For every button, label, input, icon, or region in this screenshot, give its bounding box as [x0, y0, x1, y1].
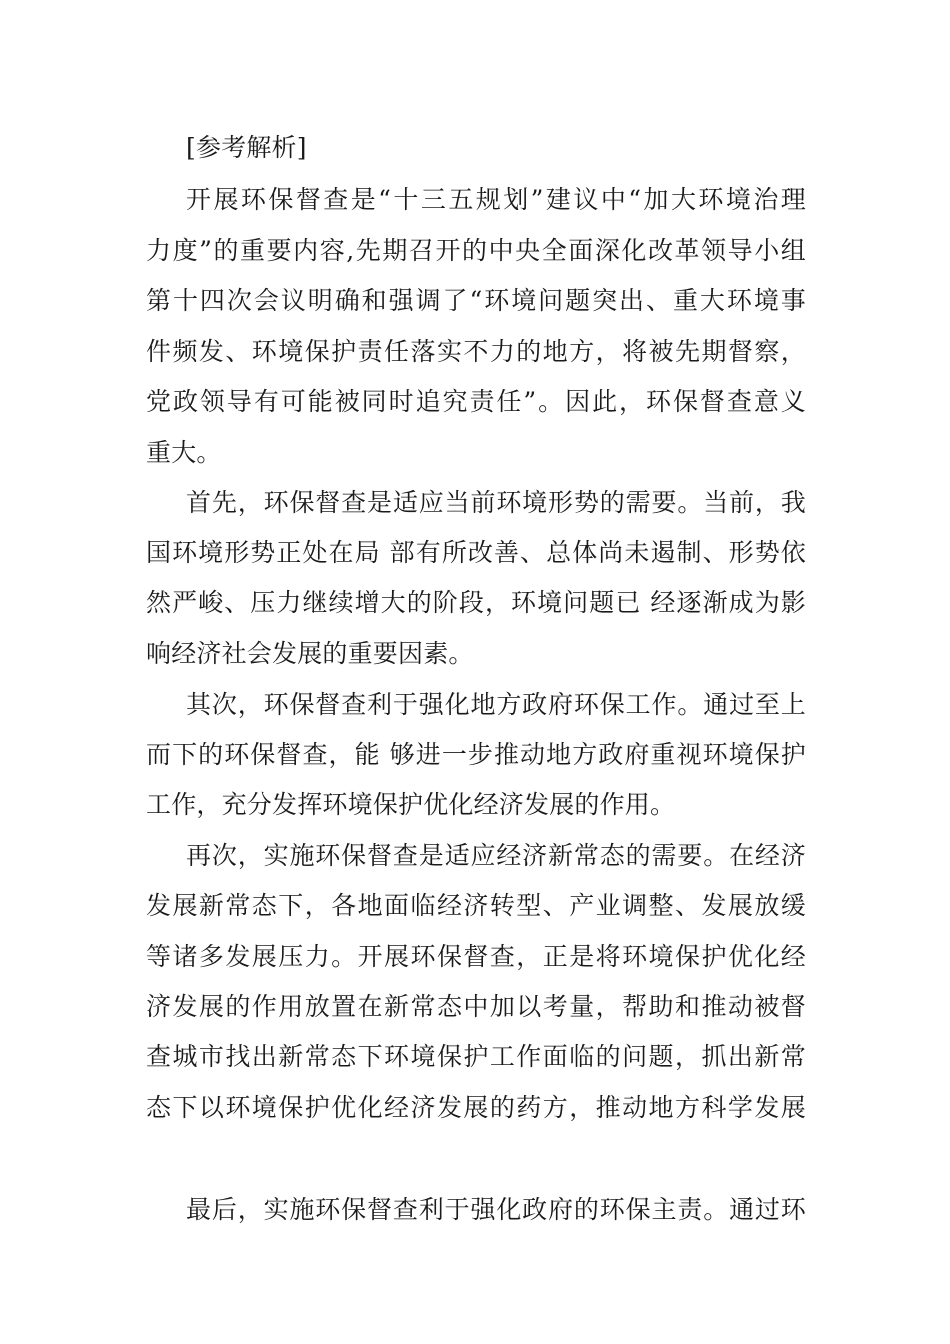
paragraph-1-line-2: 力度”的重要内容,先期召开的中央全面深化改革领导小组: [146, 236, 806, 265]
paragraph-4-line-2: 发展新常态下，各地面临经济转型、产业调整、发展放缓: [146, 891, 806, 920]
paragraph-2-line-2: 国环境形势正处在局 部有所改善、总体尚未遏制、形势依: [146, 538, 806, 567]
paragraph-1-line-6: 重大。: [146, 438, 222, 467]
paragraph-3-line-3: 工作，充分发挥环境保护优化经济发展的作用。: [146, 790, 676, 819]
analysis-heading: [参考解析]: [186, 133, 307, 162]
paragraph-2-line-1: 首先，环保督查是适应当前环境形势的需要。当前，我: [186, 488, 806, 517]
paragraph-1-line-3: 第十四次会议明确和强调了“环境问题突出、重大环境事: [146, 286, 806, 315]
paragraph-5-line-1: 最后，实施环保督查利于强化政府的环保主责。通过环: [186, 1195, 806, 1224]
paragraph-4-line-4: 济发展的作用放置在新常态中加以考量，帮助和推动被督: [146, 992, 806, 1021]
paragraph-2-line-3: 然严峻、压力继续增大的阶段，环境问题已 经逐渐成为影: [146, 588, 806, 617]
paragraph-1-line-1: 开展环保督查是“十三五规划”建议中“加大环境治理: [186, 185, 806, 214]
paragraph-2-line-4: 响经济社会发展的重要因素。: [146, 639, 474, 668]
paragraph-1-line-4: 件频发、环境保护责任落实不力的地方，将被先期督察，: [146, 337, 806, 366]
paragraph-4-line-1: 再次，实施环保督查是适应经济新常态的需要。在经济: [186, 841, 806, 870]
paragraph-3-line-1: 其次，环保督查利于强化地方政府环保工作。通过至上: [186, 690, 806, 719]
paragraph-4-line-6: 态下以环境保护优化经济发展的药方，推动地方科学发展: [146, 1093, 806, 1122]
paragraph-4-line-3: 等诸多发展压力。开展环保督查，正是将环境保护优化经: [146, 942, 806, 971]
paragraph-1-line-5: 党政领导有可能被同时追究责任”。因此，环保督查意义: [146, 387, 806, 416]
paragraph-4-line-5: 查城市找出新常态下环境保护工作面临的问题，抓出新常: [146, 1042, 806, 1071]
paragraph-3-line-2: 而下的环保督查，能 够进一步推动地方政府重视环境保护: [146, 740, 806, 769]
